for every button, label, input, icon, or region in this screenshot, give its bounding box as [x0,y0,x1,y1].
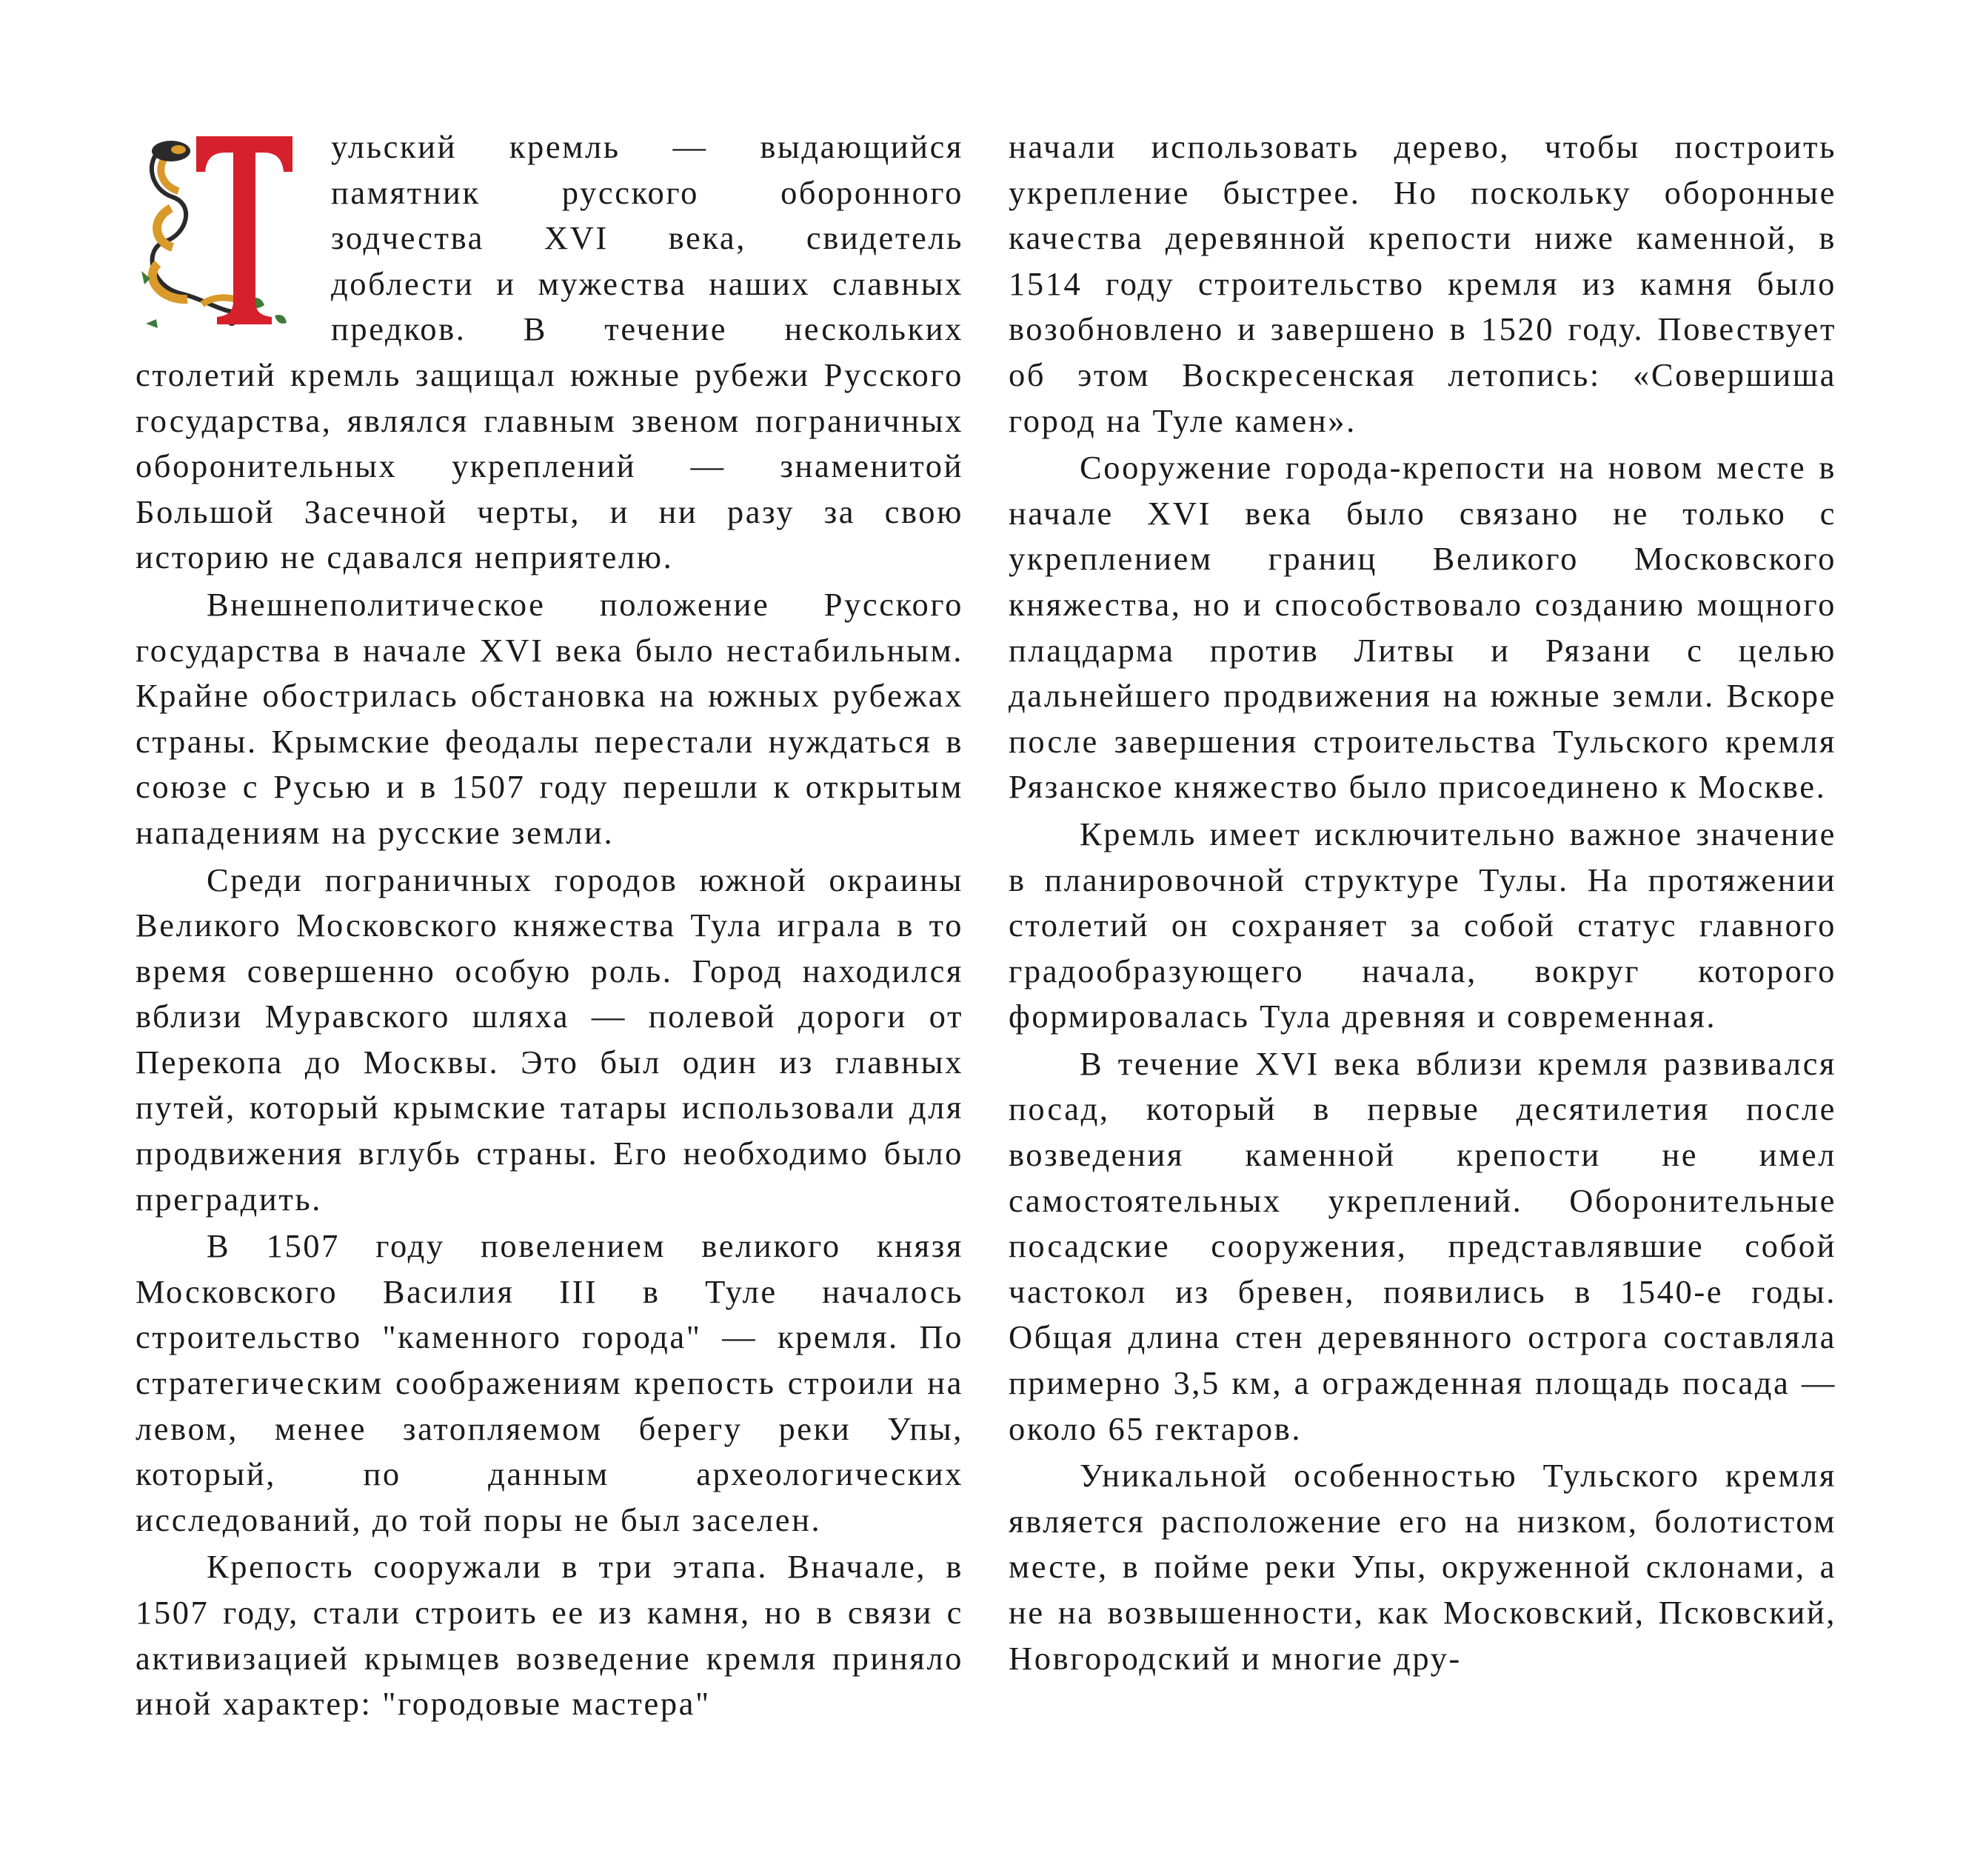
paragraph-continued: начали использовать дерево, чтобы построить укрепление быстрее. Но поскольку оборонные качества деревянной крепости ниже каменной, в 1514 году строительство кремля из камня было возобновлено и завершено в 1520 году. Повествует об этом Воскресенская летопись: «Совершиша город на Туле камен». [1009,128,1836,439]
paragraph: Среди пограничных городов южной окраины Великого Московского княжества Тула играла в то время совершенно особую роль. Город находился вблизи Муравского шляха — полевой дороги от Перекопа до Москвы. Это был один из главных путей, который крымские татары использовали для продвижения вглубь страны. Его необходимо было преградить. [136,861,963,1218]
paragraph: Сооружение города-крепости на новом месте в начале XVI века было связано не только с укреплением границ Великого Московского княжества, но и способствовало созданию мощного плацдарма против Литвы и Рязани с целью дальнейшего продвижения на южные земли. Вскоре после завершения строительства Тульского кремля Рязанское княжество было присоединено к Москве. [1009,449,1836,806]
paragraph: В течение XVI века вблизи кремля развивался посад, который в первые десятилетия после возведения каменной крепости не имел самостоятельных укреплений. Оборонительные посадские сооружения, представлявшие собой частокол из бревен, появились в 1540-е годы. Общая длина стен деревянного острога составляла примерно 3,5 км, а огражденная площадь посада — около 65 гектаров. [1009,1044,1836,1447]
ornamental-initial-icon [136,130,300,335]
paragraph-intro [136,124,963,581]
paragraph-text: ульский кремль — выдающийся памятник русского оборонного зодчества XVI века, свидетель доблести и мужества наших славных предков. В течение нескольких столетий кремль защищал южные рубежи Русского государства, являлся главным звеном пограничных оборонительных укреплений — знаменитой Большой Засечной черты, и ни разу за свою историю не сдавался неприятелю. [136,128,963,576]
left-column [136,124,963,1729]
paragraph: Кремль имеет исключительно важное значение в планировочной структуре Тулы. На протяжении столетий он сохраняет за собой статус главного градообразующего начала, вокруг которого формировалась Тула древняя и современная. [1009,815,1836,1035]
paragraph: Уникальной особенностью Тульского кремля является расположение его на низком, болотистом месте, в пойме реки Упы, окруженной склонами, а не на возвышенности, как Московский, Псковский, Новгородский и многие дру- [1009,1457,1836,1677]
paragraph: Крепость сооружали в три этапа. Вначале, в 1507 году, стали строить ее из камня, но в связи с активизацией крымцев возведение кремля приняло иной характер: "городовые мастера" [136,1548,963,1723]
drop-cap-initial [136,130,300,335]
right-column [1009,124,1836,1683]
paragraph: В 1507 году повелением великого князя Московского Василия III в Туле началось строительство "каменного города" — кремля. По стратегическим соображениям крепость строили на левом, менее затопляемом берегу реки Упы, который, по данным археологических исследований, до той поры не был заселен. [136,1227,963,1538]
paragraph: Внешнеполитическое положение Русского государства в начале XVI века было нестабильным. Крайне обострилась обстановка на южных рубежах страны. Крымские феодалы перестали нуждаться в союзе с Русью и в 1507 году перешли к открытым нападениям на русские земли. [136,585,963,851]
